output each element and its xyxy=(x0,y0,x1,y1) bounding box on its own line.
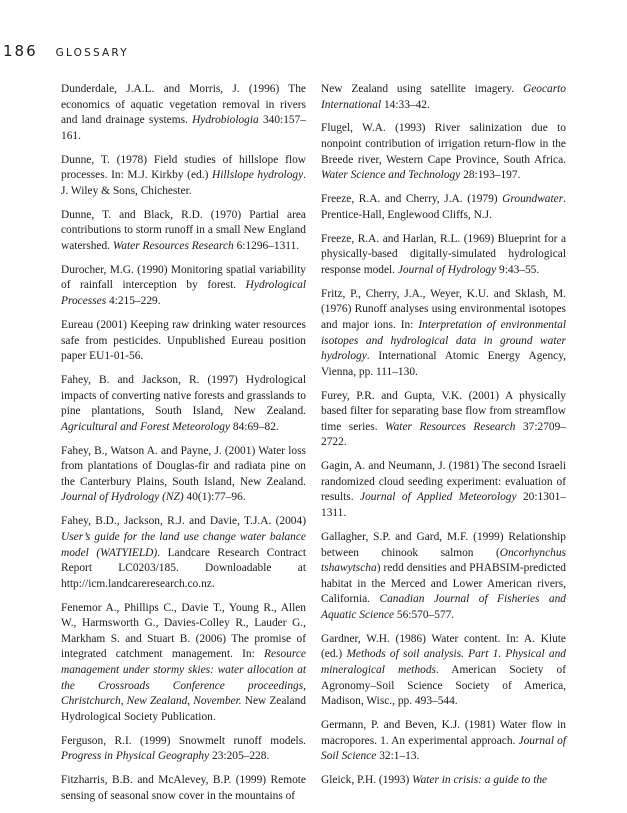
reference-entry xyxy=(321,530,566,624)
reference-text: 23:205–228. xyxy=(209,750,270,763)
reference-italic: Water in crisis: a guide to the xyxy=(412,774,548,787)
reference-text: Dunne, T. and Black, R.D. (1970) Partial area contributions to storm runoff in a small New England watershed. xyxy=(61,208,306,252)
page-number: 186 xyxy=(3,42,38,60)
page-header xyxy=(3,42,129,60)
reference-entry xyxy=(61,318,306,365)
reference-text: 9:43–55. xyxy=(496,263,540,276)
reference-text: 56:570–577. xyxy=(394,608,455,621)
reference-text: Dunne, T. (1978) Field studies of hillslope flow processes. In: M.J. Kirkby (ed.) xyxy=(61,153,306,182)
reference-text: Fritz, P., Cherry, J.A., Weyer, K.U. and Sklash, M. (1976) Runoff analyses using environmental isotopes and major ions. In: xyxy=(321,287,566,331)
reference-italic: Resource management under stormy skies: water allocation at the Crossroads Conference proceedings, Christchurch, New Zealand, November. xyxy=(61,648,306,708)
reference-italic: Methods of soil analysis. Part 1. Physical and mineralogical methods xyxy=(321,648,566,676)
reference-italic: Interpretation of environmental isotopes and hydrological data in ground water hydrology xyxy=(321,318,566,363)
reference-text: Fahey, B., Watson A. and Payne, J. (2001) Water loss from plantations of Douglas-fir and radiata pine on the Canterbury Plains, South Island, New Zealand. xyxy=(61,444,306,488)
reference-italic: Journal of Hydrology (NZ) xyxy=(61,491,184,504)
reference-italic: Water Resources Research xyxy=(112,239,234,252)
reference-text: 32:1–13. xyxy=(376,750,420,763)
reference-entry xyxy=(61,82,306,144)
reference-text: Durocher, M.G. (1990) Monitoring spatial variability of rainfall interception by forest. xyxy=(61,263,306,292)
reference-italic: Canadian Journal of Fisheries and Aquatic Science xyxy=(321,593,566,621)
reference-text: Flugel, W.A. (1993) River salinization due to nonpoint contribution of irrigation return-flow in the Breede river, Western Cape Province, South Africa. xyxy=(321,122,566,166)
reference-text: 37:2709–2722. xyxy=(321,420,566,449)
reference-text: Dunderdale, J.A.L. and Morris, J. (1996) The economics of aquatic vegetation removal in rivers and land drainage systems. xyxy=(61,83,306,127)
reference-entry xyxy=(321,192,566,223)
reference-italic: Water Science and Technology xyxy=(321,169,461,182)
reference-text: 14:33–42. xyxy=(381,98,430,111)
reference-text: 84:69–82. xyxy=(230,420,279,433)
reference-text: New Zealand Hydrological Society Publication. xyxy=(61,695,306,723)
reference-text: . American Society of Agronomy–Soil Science Society of America, Madison, Wisc., pp. 493–544. xyxy=(321,663,567,708)
reference-text: 20:1301–1311. xyxy=(321,491,567,520)
reference-entry xyxy=(61,514,306,592)
reference-italic: Journal of Hydrology xyxy=(397,263,497,276)
reference-text: New Zealand using satellite imagery. xyxy=(321,83,523,95)
reference-text: Freeze, R.A. and Harlan, R.L. (1969) Blueprint for a physically-based digitally-simulated hydrological response model. xyxy=(321,232,566,276)
section-title: GLOSSARY xyxy=(55,47,129,59)
reference-italic: Agricultural and Forest Meteorology xyxy=(61,420,231,433)
reference-entry xyxy=(61,734,306,765)
reference-italic: Journal of Applied Meteorology xyxy=(360,491,517,504)
reference-entry xyxy=(321,632,566,710)
reference-entry xyxy=(321,121,566,183)
reference-text: 340:157–161. xyxy=(61,114,306,142)
reference-text: . J. Wiley & Sons, Chichester. xyxy=(61,169,306,197)
reference-entry xyxy=(61,208,306,255)
reference-italic: Progress in Physical Geography xyxy=(61,750,210,763)
reference-italic: Hydrological Processes xyxy=(61,279,306,308)
reference-text: 28:193–197. xyxy=(460,169,521,182)
reference-entry xyxy=(321,82,566,113)
reference-text: . Landcare Research Contract Report LC0203/185. Downloadable at http://icm.landcareresearch.co.nz. xyxy=(61,546,307,590)
reference-text: Freeze, R.A. and Cherry, J.A. (1979) xyxy=(321,193,503,206)
reference-italic: Journal of Soil Science xyxy=(321,734,566,763)
reference-entry xyxy=(321,459,566,521)
reference-text: Germann, P. and Beven, K.J. (1981) Water flow in macropores. 1. An experimental approach. xyxy=(321,719,566,747)
reference-entry xyxy=(61,601,306,726)
reference-italic: Oncorhynchus tshawytscha xyxy=(321,546,566,575)
reference-entry xyxy=(321,287,566,381)
reference-text: Fitzharris, B.B. and McAlevey, B.P. (1999) Remote sensing of seasonal snow cover in the mountains of xyxy=(61,774,306,802)
reference-text: ) redd densities and PHABSIM-predicted habitat in the Merced and Lower American rivers, California. xyxy=(321,562,566,606)
left-column xyxy=(61,82,306,813)
reference-entry xyxy=(61,263,306,310)
reference-entry xyxy=(321,232,566,279)
reference-text: Furey, P.R. and Gupta, V.K. (2001) A physically based filter for separating base flow from streamflow time series. xyxy=(321,389,566,433)
reference-text: Gallagher, S.P. and Gard, M.F. (1999) Relationship between chinook salmon ( xyxy=(321,530,566,559)
reference-italic: Hydrobiologia xyxy=(192,114,259,127)
reference-text: Fahey, B.D., Jackson, R.J. and Davie, T.J.A. (2004) xyxy=(61,515,306,528)
reference-entry xyxy=(321,718,566,765)
reference-text: 6:1296–1311. xyxy=(233,239,300,252)
reference-entry xyxy=(321,389,566,451)
reference-text: Gagin, A. and Neumann, J. (1981) The second Israeli randomized cloud seeding experiment: evaluation of results. xyxy=(321,460,566,504)
reference-text: . Prentice-Hall, Englewood Cliffs, N.J. xyxy=(321,193,566,221)
reference-italic: Geocarto International xyxy=(321,83,566,111)
reference-italic: Water Resources Research xyxy=(385,420,516,433)
reference-text: 4:215–229. xyxy=(106,295,161,308)
reference-text: . International Atomic Energy Agency, Vienna, pp. 111–130. xyxy=(321,350,566,378)
reference-text: Fenemor A., Phillips C., Davie T., Young R., Allen W., Harmsworth G., Davies-Colley R., Lauder G., Markham S. and Stuart B. (2006) The promise of integrated catchment management. In: xyxy=(61,601,306,661)
reference-italic: Groundwater xyxy=(502,193,564,206)
reference-text: Gardner, W.H. (1986) Water content. In: A. Klute (ed.) xyxy=(321,632,566,661)
reference-text: Ferguson, R.I. (1999) Snowmelt runoff models. xyxy=(61,734,306,747)
reference-text: Fahey, B. and Jackson, R. (1997) Hydrological impacts of converting native forests and grasslands to pine plantations, South Island, New Zealand. xyxy=(61,373,306,418)
reference-text: 40(1):77–96. xyxy=(183,491,246,504)
reference-entry xyxy=(61,373,306,435)
reference-text: Eureau (2001) Keeping raw drinking water resources safe from pesticides. Unpublished Eureau position paper EU1-01-56. xyxy=(61,318,306,363)
reference-italic: Hillslope hydrology xyxy=(211,169,304,182)
reference-entry xyxy=(61,153,306,200)
reference-entry xyxy=(61,444,306,506)
reference-entry xyxy=(321,773,566,789)
right-column xyxy=(321,82,566,797)
reference-text: Gleick, P.H. (1993) xyxy=(321,774,413,787)
reference-italic: User’s guide for the land use change water balance model (WATYIELD) xyxy=(61,530,306,559)
